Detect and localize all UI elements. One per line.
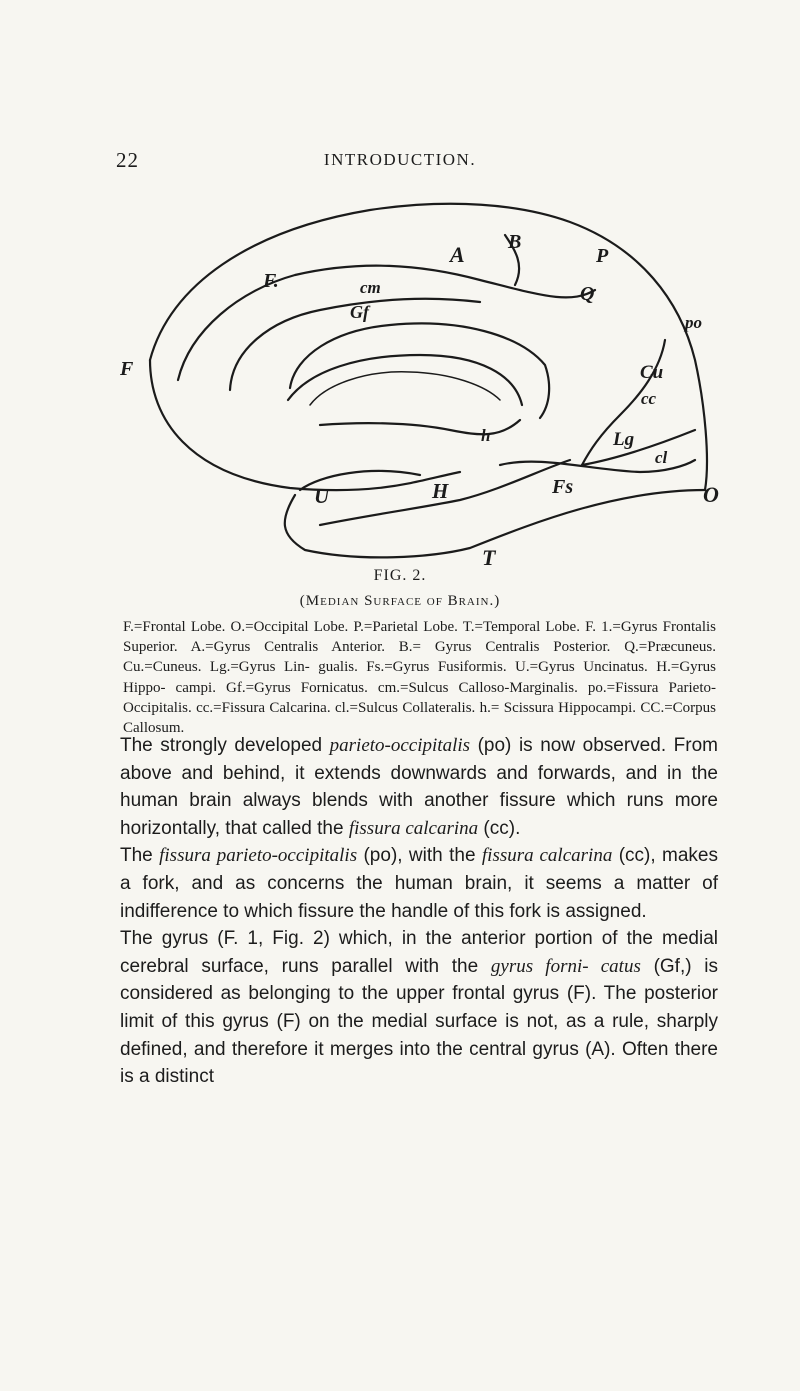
- frontal-gyrus-arc: [178, 266, 595, 380]
- body-text: [120, 732, 718, 1091]
- figure-legend: F.=Frontal Lobe. O.=Occipital Lobe. P.=Parietal Lobe. T.=Temporal Lobe. F. 1.=Gyrus Frontalis Superior. A.=Gyrus Centralis Anterior. B.= Gyrus Centralis Posterior. Q.=Præcuneus. Cu.=Cuneus. Lg.=Gyrus Lin- gualis. Fs.=Gyrus Fusiformis. U.=Gyrus Uncinatus. H.=Gyrus Hippo- campi. Gf.=Gyrus Fornicatus. cm.=Sulcus Calloso-Marginalis. po.=Fissura Parieto-Occipitalis. cc.=Fissura Calcarina. cl.=Sulcus Collateralis. h.= Scissura Hippocampi. CC.=Corpus Callosum.: [123, 619, 716, 737]
- label-F1: F.: [263, 270, 279, 292]
- p1-italic-1: parieto-occipitalis: [329, 735, 471, 756]
- p1-text-3: (cc).: [478, 817, 521, 839]
- label-h: h: [481, 426, 491, 445]
- label-P: P: [596, 245, 609, 267]
- label-cl: cl: [655, 448, 668, 467]
- p2-text-2: (po), with the: [357, 845, 482, 867]
- label-Fs: Fs: [552, 476, 574, 498]
- p2-italic-1: fissura parieto-occipitalis: [159, 845, 358, 867]
- page-number: 22: [116, 148, 139, 172]
- p3-italic-1: gyrus forni- catus: [490, 955, 641, 977]
- paragraph-2: [120, 842, 718, 925]
- p3-text-1: The gyrus (F. 1, Fig. 2) which, in the anterior portion of the medial cerebral surface, runs parallel with the: [120, 928, 718, 977]
- label-po: po: [685, 313, 702, 332]
- p2-italic-2: fissura calcarina: [481, 845, 613, 867]
- p3-text-2: (Gf,) is considered as belonging to the upper frontal gyrus (F). The posterior limit of this gyrus (F) on the medial surface is not, as a rule, sharply defined, and therefore it merges into the central gyrus (A). Often there is a distinct: [120, 955, 718, 1088]
- label-U: U: [314, 484, 330, 508]
- p2-text-1: The: [120, 845, 160, 867]
- label-cm: cm: [360, 278, 381, 297]
- corpus-callosum-lower: [288, 355, 522, 405]
- corpus-callosum-inner: [310, 372, 500, 405]
- label-Q: Q: [580, 283, 595, 305]
- p2-text-3: (cc), makes a fork, and as concerns the human brain, it seems a matter of indifference to which fissure the handle of this fork is assigned.: [120, 845, 718, 922]
- paragraph-3: [120, 925, 718, 1091]
- calcarine-fissure: [582, 430, 695, 465]
- paragraph-1: [120, 732, 718, 842]
- label-B: B: [508, 231, 522, 253]
- label-T: T: [482, 545, 496, 570]
- label-Gf: Gf: [350, 302, 369, 322]
- label-A: A: [450, 242, 465, 267]
- figure-number: FIG. 2.: [373, 567, 427, 584]
- running-head: INTRODUCTION.: [323, 150, 477, 169]
- label-cc: cc: [641, 389, 657, 408]
- brain-median-surface-figure: [120, 190, 720, 585]
- label-O: O: [703, 482, 719, 507]
- label-F: F: [120, 358, 134, 380]
- label-Lg: Lg: [613, 429, 635, 450]
- label-Cu: Cu: [640, 362, 664, 383]
- p1-text-1: The strongly developed: [120, 735, 330, 756]
- p1-italic-2: fissura calcarina: [348, 817, 479, 839]
- figure-title: (Median Surface of Brain.): [299, 593, 501, 609]
- label-H: H: [432, 479, 449, 503]
- p1-text-2: (po) is now observed. From above and behind, it extends downwards and forwards, and in the human brain always blends with another fissure which runs more horizontally, that called the: [120, 735, 718, 839]
